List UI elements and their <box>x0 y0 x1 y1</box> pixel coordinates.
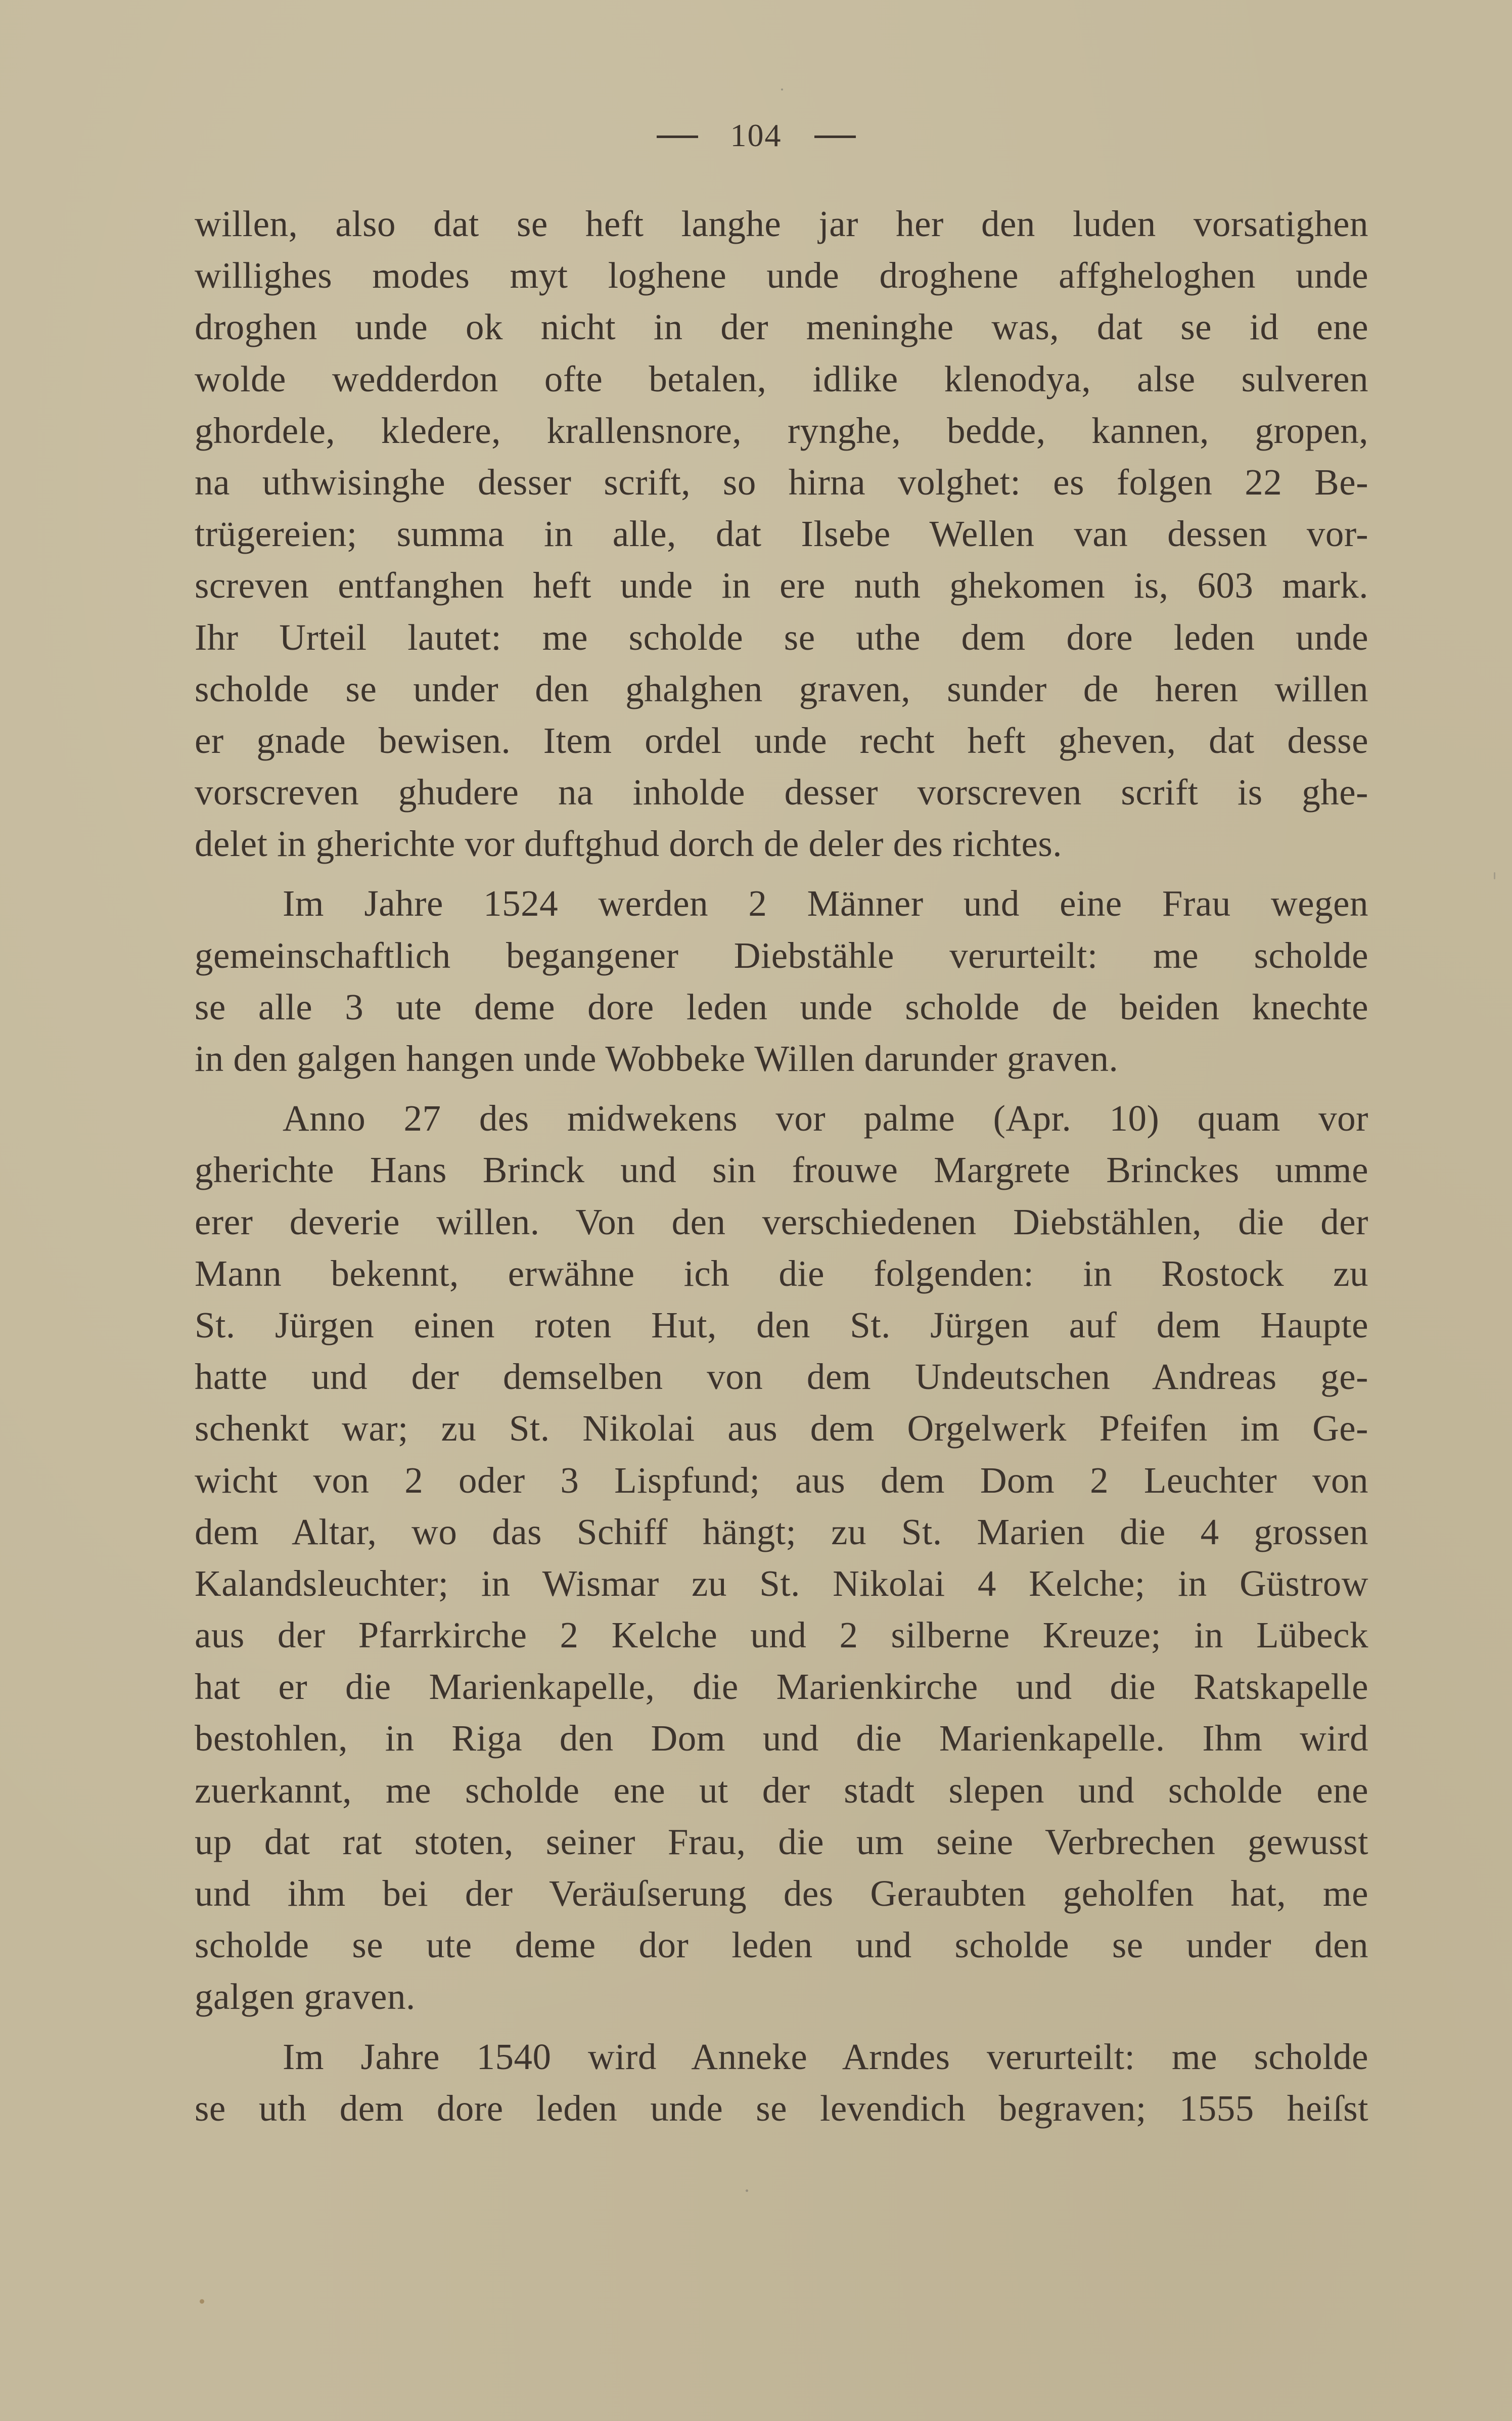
paper-speck <box>746 2189 748 2192</box>
text-line: se uth dem dore leden unde se levendich begraven; 1555 heiſst <box>195 2087 1368 2129</box>
text-line: ghordele, kledere, krallensnore, rynghe, bedde, kannen, gropen, <box>195 410 1368 451</box>
text-line: willighes modes myt loghene unde droghene affgheloghen unde <box>195 255 1368 296</box>
text-line: zuerkannt, me scholde ene ut der stadt slepen und scholde ene <box>195 1769 1368 1811</box>
paper-speck <box>781 88 783 91</box>
text-line: wicht von 2 oder 3 Lispfund; aus dem Dom 2 Leuchter von <box>195 1459 1368 1501</box>
text-line: Anno 27 des midwekens vor palme (Apr. 10) quam vor <box>283 1098 1368 1139</box>
text-line: Mann bekennt, erwähne ich die folgenden: in Rostock zu <box>195 1252 1368 1294</box>
text-line: gherichte Hans Brinck und sin frouwe Margrete Brinckes umme <box>195 1149 1368 1191</box>
header-dash-right <box>814 136 856 138</box>
text-line: up dat rat stoten, seiner Frau, die um seine Verbrechen gewusst <box>195 1821 1368 1862</box>
text-line: aus der Pfarrkirche 2 Kelche und 2 silberne Kreuze; in Lübeck <box>195 1615 1368 1656</box>
text-line: St. Jürgen einen roten Hut, den St. Jürgen auf dem Haupte <box>195 1304 1368 1346</box>
text-line: vorscreven ghudere na inholde desser vorscreven scrift is ghe- <box>195 772 1368 813</box>
text-line: in den galgen hangen unde Wobbeke Willen darunder graven. <box>195 1038 1119 1079</box>
page-header <box>0 115 1512 156</box>
paragraph-gap <box>195 2023 1368 2031</box>
text-line: er gnade bewisen. Item ordel unde recht heft gheven, dat desse <box>195 720 1368 761</box>
text-line: trügereien; summa in alle, dat Ilsebe Wellen van dessen vor- <box>195 513 1368 555</box>
text-line: bestohlen, in Riga den Dom und die Marienkapelle. Ihm wird <box>195 1718 1368 1759</box>
text-line: Im Jahre 1524 werden 2 Männer und eine Frau wegen <box>283 883 1368 924</box>
text-line: scholde se ute deme dor leden und scholde se under den <box>195 1924 1368 1966</box>
text-line: galgen graven. <box>195 1976 416 2018</box>
text-line: Kalandsleuchter; in Wismar zu St. Nikolai 4 Kelche; in Güstrow <box>195 1562 1368 1604</box>
text-line: screven entfanghen heft unde in ere nuth ghekomen is, 603 mark. <box>195 565 1368 606</box>
paragraph-gap <box>195 1085 1368 1093</box>
text-line: na uthwisinghe desser scrift, so hirna volghet: es folgen 22 Be- <box>195 461 1368 503</box>
paragraph <box>195 1093 1368 2023</box>
text-line: gemeinschaftlich begangener Diebstähle verurteilt: me scholde <box>195 934 1368 976</box>
text-line: Im Jahre 1540 wird Anneke Arndes verurteilt: me scholde <box>283 2036 1368 2077</box>
paragraph <box>195 2031 1368 2134</box>
text-line: hatte und der demselben von dem Undeutschen Andreas ge- <box>195 1356 1368 1398</box>
paragraph-gap <box>195 870 1368 878</box>
text-line: delet in gherichte vor duftghud dorch de deler des richtes. <box>195 823 1063 865</box>
text-line: scholde se under den ghalghen graven, sunder de heren willen <box>195 668 1368 709</box>
text-line: dem Altar, wo das Schiff hängt; zu St. Marien die 4 grossen <box>195 1511 1368 1552</box>
text-line: se alle 3 ute deme dore leden unde scholde de beiden knechte <box>195 986 1368 1027</box>
text-line: Ihr Urteil lautet: me scholde se uthe dem dore leden unde <box>195 616 1368 658</box>
text-line: schenkt war; zu St. Nikolai aus dem Orgelwerk Pfeifen im Ge- <box>195 1408 1368 1449</box>
header-dash-left <box>657 136 698 138</box>
text-line: willen, also dat se heft langhe jar her den luden vorsatighen <box>195 203 1368 244</box>
body-text <box>195 198 1368 2134</box>
text-line: hat er die Marienkapelle, die Marienkirche und die Ratskapelle <box>195 1666 1368 1708</box>
page-number: 104 <box>730 117 782 153</box>
paragraph <box>195 198 1368 870</box>
text-line: und ihm bei der Veräuſserung des Geraubten geholfen hat, me <box>195 1873 1368 1914</box>
text-line: wolde wedderdon ofte betalen, idlike klenodya, alse sulveren <box>195 358 1368 399</box>
paragraph <box>195 878 1368 1085</box>
text-line: droghen unde ok nicht in der meninghe was, dat se id ene <box>195 306 1368 348</box>
paper-speck <box>200 2299 204 2304</box>
paper-speck <box>1494 872 1495 879</box>
text-line: erer deverie willen. Von den verschiedenen Diebstählen, die der <box>195 1201 1368 1242</box>
